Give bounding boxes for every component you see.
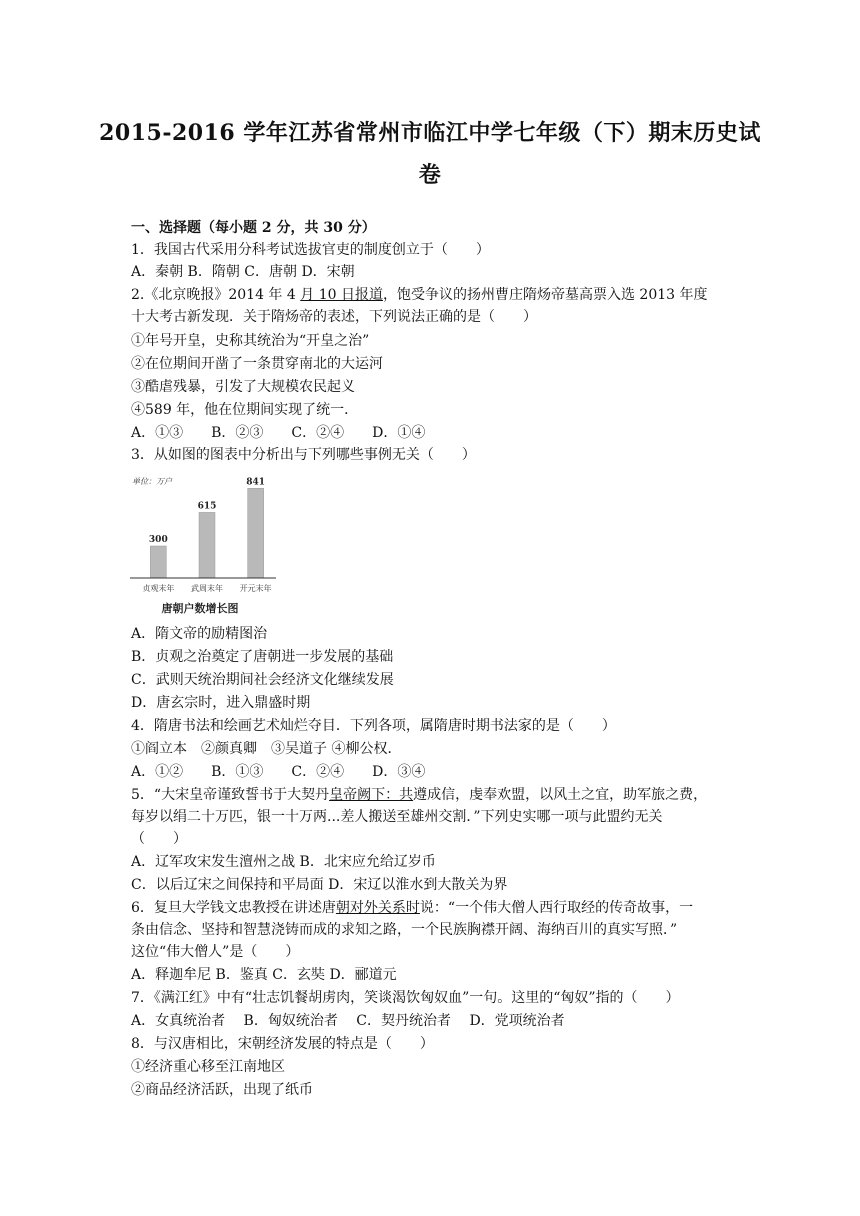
q5-options-ab: A．辽军攻宋发生澶州之战 B．北宋应允给辽岁币 xyxy=(131,854,436,870)
q2-statement-2: ②在位期间开凿了一条贯穿南北的大运河 xyxy=(131,356,383,372)
q4-items: ①阎立本 ②颜真卿 ③吴道子 ④柳公权． xyxy=(131,741,402,757)
chart-category-label-2: 武周末年 xyxy=(191,584,223,593)
q3-option-d: D．唐玄宗时，进入鼎盛时期 xyxy=(131,695,311,711)
title-line-2: 卷 xyxy=(418,162,442,188)
chart-data-label-3: 841 xyxy=(246,477,266,488)
q1-options: A．秦朝 B．隋朝 C．唐朝 D．宋朝 xyxy=(131,264,355,280)
q3-option-c: C．武则天统治期间社会经济文化继续发展 xyxy=(131,672,394,688)
q1-stem: 1．我国古代采用分科考试选拔官吏的制度创立于（ ） xyxy=(131,242,490,258)
q3-option-b: B．贞观之治奠定了唐朝进一步发展的基础 xyxy=(131,649,394,665)
q6-underlined: 朝对外关系时 xyxy=(335,900,420,916)
q2-stem-line-2: 十大考古新发现．关于隋炀帝的表述，下列说法正确的是（ ） xyxy=(131,309,537,325)
chart-title: 唐朝户数增长图 xyxy=(161,602,239,615)
q2-stem-part: 2.《北京晚报》2014 年 4 xyxy=(131,287,301,303)
q6-options: A．释迦牟尼 B．鉴真 C．玄奘 D．郦道元 xyxy=(131,967,397,983)
chart-data-label-1: 300 xyxy=(148,535,168,545)
chart-category-label-1: 贞观末年 xyxy=(142,584,175,593)
q2-stem-underlined: 月 10 日报道 xyxy=(300,287,383,303)
q2-stem-part: ，饱受争议的扬州曹庄隋炀帝墓高票入选 2013 年度 xyxy=(382,287,708,303)
q6-part: 6．复旦大学钱文忠教授在讲述唐 xyxy=(131,900,336,916)
q7-stem: 7．《满江红》中有“壮志饥餐胡虏肉，笑谈渴饮匈奴血”一句。这里的“匈奴”指的（ ） xyxy=(131,990,680,1006)
q3-stem: 3．从如图的图表中分析出与下列哪些事例无关（ ） xyxy=(131,447,476,463)
q8-statement-1: ①经济重心移至江南地区 xyxy=(131,1059,285,1075)
section-heading: 一、选择题（每小题 2 分，共 30 分） xyxy=(131,220,376,236)
q5-line-3: （ ） xyxy=(131,831,187,847)
chart-data-label-2: 615 xyxy=(197,501,217,512)
q5-part: 5．“大宋皇帝谨致誓书于大契丹 xyxy=(131,787,330,803)
q3-option-a: A．隋文帝的励精图治 xyxy=(131,626,268,642)
q6-line-3: 这位“伟大僧人”是（ ） xyxy=(131,944,300,960)
q2-stem-line-1 xyxy=(131,285,708,305)
q8-stem: 8．与汉唐相比，宋朝经济发展的特点是（ ） xyxy=(131,1036,434,1052)
q7-options: A．女真统治者 B．匈奴统治者 C．契丹统治者 D．党项统治者 xyxy=(131,1013,565,1029)
q2-statement-4: ④589 年，他在位期间实现了统一． xyxy=(131,402,359,418)
q6-line-1 xyxy=(131,898,693,918)
q4-options: A．①② B．①③ C．②④ D．③④ xyxy=(131,764,426,780)
q5-underlined: 皇帝阙下：共 xyxy=(329,787,414,803)
chart-bar-3 xyxy=(248,488,264,578)
q2-options: A．①③ B．②③ C．②④ D．①④ xyxy=(131,425,426,441)
q2-statement-1: ①年号开皇，史称其统治为“开皇之治” xyxy=(131,333,370,349)
q5-line-2: 每岁以绢二十万匹，银一十万两...差人搬送至雄州交割．”下列史实哪一项与此盟约无关 xyxy=(131,809,663,825)
chart-unit-label: 单位：万户 xyxy=(132,477,172,486)
q5-line-1 xyxy=(131,785,707,805)
title-line-1: 2015-2016 学年江苏省常州市临江中学七年级（下）期末历史试 xyxy=(99,120,761,146)
q5-part: 遵成信，虔奉欢盟，以风土之宜，助军旅之费， xyxy=(413,787,708,803)
q5-options-cd: C．以后辽宋之间保持和平局面 D．宋辽以淮水到大散关为界 xyxy=(131,877,508,893)
household-bar-chart xyxy=(128,472,278,620)
q6-part: 说：“一个伟大僧人西行取经的传奇故事，一 xyxy=(419,900,694,916)
q6-line-2: 条由信念、坚持和智慧浇铸而成的求知之路，一个民族胸襟开阔、海纳百川的真实写照．” xyxy=(131,922,678,938)
chart-bar-2 xyxy=(199,512,215,578)
chart-svg xyxy=(128,472,278,620)
q8-statement-2: ②商品经济活跃，出现了纸币 xyxy=(131,1082,313,1098)
chart-bar-1 xyxy=(150,546,166,578)
chart-category-label-3: 开元末年 xyxy=(239,584,272,593)
q4-stem: 4．隋唐书法和绘画艺术灿烂夺目．下列各项，属隋唐时期书法家的是（ ） xyxy=(131,718,616,734)
q2-statement-3: ③酷虐残暴，引发了大规模农民起义 xyxy=(131,379,355,395)
